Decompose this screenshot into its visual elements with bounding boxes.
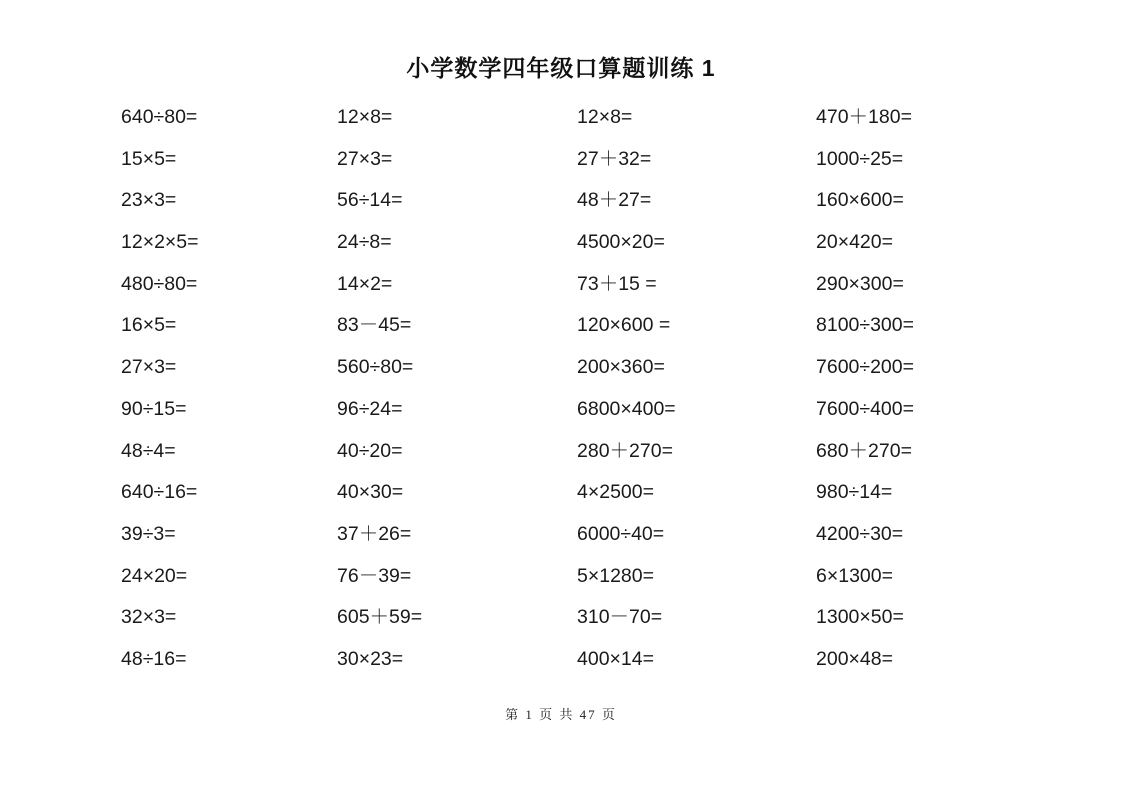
problem-cell: 640÷16= [121,481,198,504]
problem-cell: 76－39= [337,564,412,587]
problem-cell: 6000÷40= [577,522,665,545]
problem-cell: 640÷80= [121,106,198,128]
problem-cell: 96÷24= [337,397,403,420]
problem-cell: 12×2×5= [121,231,199,254]
problem-cell: 120×600 = [577,314,671,337]
problem-cell: 27×3= [337,147,393,170]
problem-cell: 23×3= [121,189,177,212]
problem-cell: 560÷80= [337,356,414,379]
problem-cell: 12×8= [337,106,393,128]
problem-cell: 24÷8= [337,231,392,254]
problem-cell: 5×1280= [577,564,655,587]
problems-column-4 [816,97,1102,681]
problem-cell: 7600÷200= [816,356,915,379]
problem-cell: 48÷4= [121,439,176,462]
problem-cell: 20×420= [816,231,894,254]
problem-cell: 27＋32= [577,147,652,170]
page-title: 小学数学四年级口算题训练 1 [406,55,716,81]
problem-cell: 7600÷400= [816,397,915,420]
problem-cell: 83－45= [337,314,412,337]
problem-cell: 1000÷25= [816,147,904,170]
problem-cell: 48÷16= [121,647,187,670]
problem-cell: 27×3= [121,356,177,379]
problem-cell: 470＋180= [816,106,912,128]
problem-cell: 14×2= [337,272,393,295]
problem-cell: 680＋270= [816,439,912,462]
page-footer: 第 1 页 共 47 页 [505,707,617,722]
problem-cell: 16×5= [121,314,177,337]
problem-cell: 32×3= [121,606,177,629]
problems-column-3 [577,97,816,681]
problem-cell: 6×1300= [816,564,894,587]
problem-cell: 30×23= [337,647,404,670]
problem-cell: 48＋27= [577,189,652,212]
problems-column-2 [337,97,577,681]
problem-cell: 39÷3= [121,522,176,545]
problem-cell: 200×360= [577,356,665,379]
problems-column-1 [121,97,337,681]
problem-cell: 980÷14= [816,481,893,504]
problem-cell: 15×5= [121,147,177,170]
problem-cell: 4×2500= [577,481,655,504]
problem-cell: 37＋26= [337,522,412,545]
problem-cell: 24×20= [121,564,188,587]
problem-cell: 40÷20= [337,439,403,462]
problem-cell: 280＋270= [577,439,673,462]
problem-cell: 6800×400= [577,397,676,420]
problem-cell: 12×8= [577,106,633,128]
problem-cell: 90÷15= [121,397,187,420]
problem-cell: 1300×50= [816,606,904,629]
problem-cell: 4500×20= [577,231,665,254]
problem-cell: 40×30= [337,481,404,504]
problem-cell: 480÷80= [121,272,198,295]
problem-cell: 400×14= [577,647,655,670]
problem-cell: 290×300= [816,272,904,295]
problems-grid [121,97,1102,681]
problem-cell: 4200÷30= [816,522,904,545]
problem-cell: 160×600= [816,189,904,212]
problem-cell: 200×48= [816,647,894,670]
problem-cell: 56÷14= [337,189,403,212]
problem-cell: 310－70= [577,606,663,629]
problem-cell: 605＋59= [337,606,423,629]
problem-cell: 73＋15 = [577,272,657,295]
problem-cell: 8100÷300= [816,314,915,337]
